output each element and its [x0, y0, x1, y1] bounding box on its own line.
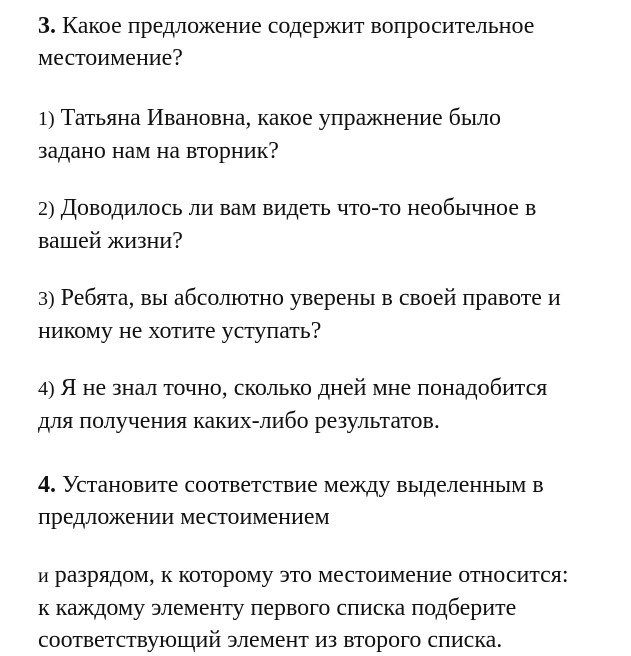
question-4-cont-first-word: и [38, 565, 49, 587]
question-3 [38, 10, 611, 74]
question-4-text-2: предложении местоимением [38, 504, 330, 530]
option-2 [38, 192, 611, 257]
question-4-text-1: Установите соответствие между выделенным в [62, 472, 544, 498]
option-1-text-2: задано нам на вторник? [38, 138, 279, 164]
option-3-text-1: Ребята, вы абсолютно уверены в своей правоте и [60, 285, 561, 311]
option-3 [38, 282, 611, 347]
option-3-text-2: никому не хотите уступать? [38, 318, 322, 344]
option-4 [38, 372, 611, 437]
question-4-number: 4. [38, 472, 56, 498]
option-2-text-1: Доводилось ли вам видеть что-то необычное в [60, 195, 537, 221]
option-4-text-2: для получения каких-либо результатов. [38, 408, 440, 434]
question-4 [38, 469, 611, 533]
option-4-number: 4) [38, 378, 55, 400]
question-4-cont-3: соответствующий элемент из второго списка. [38, 627, 503, 653]
option-2-text-2: вашей жизни? [38, 228, 183, 254]
question-4-continuation [38, 559, 611, 656]
option-4-text-1: Я не знал точно, сколько дней мне понадобится [60, 375, 548, 401]
question-3-text-2: местоимение? [38, 45, 183, 71]
option-2-number: 2) [38, 198, 55, 220]
option-3-number: 3) [38, 288, 55, 310]
option-1-text-1: Татьяна Ивановна, какое упражнение было [60, 105, 501, 131]
question-4-cont-2: к каждому элементу первого списка подберите [38, 595, 517, 621]
question-4-line-1 [38, 469, 611, 501]
question-3-line-1 [38, 10, 611, 42]
question-3-number: 3. [38, 13, 56, 39]
question-4-cont-1: разрядом, к которому это местоимение относится: [54, 562, 569, 588]
option-1-number: 1) [38, 108, 55, 130]
option-1 [38, 102, 611, 167]
question-3-text-1: Какое предложение содержит вопросительное [62, 13, 535, 39]
